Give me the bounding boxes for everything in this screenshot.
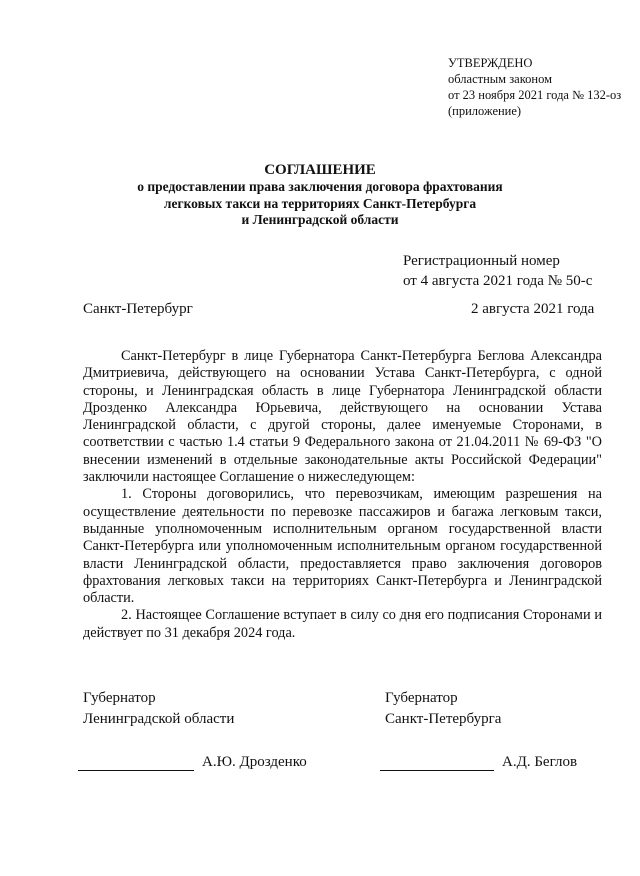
signature-blank-left	[78, 756, 194, 771]
signatory-left-name: А.Ю. Дрозденко	[202, 754, 307, 770]
signatory-right-position: Губернатор	[385, 690, 458, 706]
approval-stamp	[448, 55, 621, 119]
signatory-right-name: А.Д. Беглов	[502, 754, 578, 770]
signatory-right-title	[385, 688, 501, 730]
signatory-right-region: Санкт-Петербурга	[385, 711, 502, 727]
signature-blank-right	[380, 756, 494, 771]
approval-heading: УТВЕРЖДЕНО	[448, 56, 533, 70]
clause-2-paragraph: 2. Настоящее Соглашение вступает в силу со дня его подписания Сторонами и действует по 31 декабря 2024 года.	[83, 607, 602, 641]
signing-date: 2 августа 2021 года	[471, 301, 595, 317]
document-subtitle-line-1: о предоставлении права заключения договора фрахтования	[137, 179, 503, 194]
clause-1-paragraph: 1. Стороны договорились, что перевозчикам, имеющим разрешения на осуществление деятельности по перевозке пассажиров и багажа легковым такси, выданные уполномоченным исполнительным органом государственной власти Санкт-Петербурга или уполномоченным исполнительным органом государственной власти Ленинградской области, предоставляется право заключения договоров фрахтования легковых такси на территориях Санкт-Петербурга и Ленинградской области.	[83, 486, 602, 607]
registration-number	[403, 252, 592, 291]
document-heading: СОГЛАШЕНИЕ	[264, 162, 376, 178]
agreement-body	[83, 348, 602, 642]
signature-line-right	[380, 754, 577, 771]
preamble-paragraph: Санкт-Петербург в лице Губернатора Санкт-Петербурга Беглова Александра Дмитриевича, действующего на основании Устава Санкт-Петербурга, с одной стороны, и Ленинградская область в лице Губернатора Ленинградской области Дрозденко Александра Юрьевича, действующего на основании Устава Ленинградской области, с другой стороны, далее именуемые Сторонами, в соответствии с частью 1.4 статьи 9 Федерального закона от 21.04.2011 № 69-ФЗ "О внесении изменений в отдельные законодательные акты Российской Федерации" заключили настоящее Соглашение о нижеследующем:	[83, 348, 602, 486]
registration-value: от 4 августа 2021 года № 50-с	[403, 272, 593, 289]
signatory-left-title	[83, 688, 234, 730]
signature-line-left	[78, 754, 307, 771]
approval-law-type: областным законом	[448, 72, 553, 86]
signatory-left-position: Губернатор	[83, 690, 156, 706]
approval-appendix-note: (приложение)	[448, 104, 522, 118]
approval-law-date: от 23 ноября 2021 года № 132-оз	[448, 88, 622, 102]
place-of-signing: Санкт-Петербург	[83, 301, 193, 317]
document-subtitle-line-2: легковых такси на территориях Санкт-Петербурга	[163, 195, 477, 211]
document-subtitle-line-3: и Ленинградской области	[241, 212, 399, 227]
signatory-left-region: Ленинградской области	[83, 711, 235, 727]
registration-label: Регистрационный номер	[403, 253, 560, 269]
document-title	[0, 162, 640, 229]
